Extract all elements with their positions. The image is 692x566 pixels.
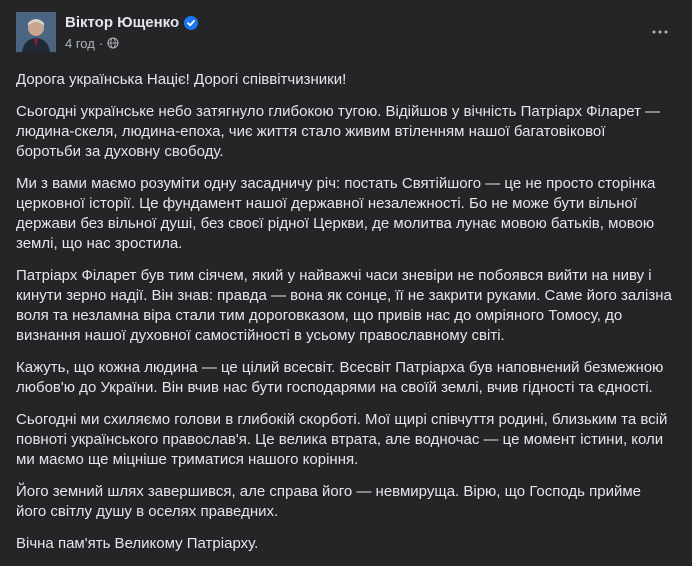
meta-separator: · xyxy=(98,35,104,51)
author-name[interactable]: Віктор Ющенко xyxy=(65,14,180,31)
post-paragraph: Його земний шлях завершився, але справа його — невмируща. Вірю, що Господь прийме його світлу душу в оселях праведних. xyxy=(16,483,642,520)
post-paragraph: Патріарх Філарет був тим сіячем, який у найважчі часи зневіри не побоявся вийти на ниву і кинути зерно надії. Він знав: правда — вона як сонце, її не закрити руками. Саме його залізна воля та незламна віра стали тим дороговказом, що привів нас до омріяного Томосу, до визнання нашої духовної самостійності в усьому православному світі. xyxy=(16,267,672,344)
post-paragraph: Кажуть, що кожна людина — це цілий всесвіт. Всесвіт Патріарха був наповнений безмежною любов'ю до України. Він вчив нас бути господарями на своїй землі, вчив гідності та єдності. xyxy=(16,359,664,396)
author-info xyxy=(65,13,198,52)
post-content xyxy=(16,70,676,566)
post-paragraph: Сьогодні ми схиляємо голови в глибокій скорботі. Мої щирі співчуття родині, близьким та всій повноті українського православ'я. Це велика втрата, але водночас — це момент істини, коли ми маємо ще міцніше триматися нашого коріння. xyxy=(16,411,668,468)
post-meta xyxy=(65,34,198,52)
author-line xyxy=(65,13,198,33)
verified-badge-icon xyxy=(184,16,198,30)
post-header xyxy=(16,12,676,60)
post-paragraph: Сьогодні українське небо затягнуло глибокою тугою. Відійшов у вічність Патріарх Філарет — людина-скеля, людина-епоха, чиє життя стало живим втіленням нашої багатовікової боротьби за духовну свободу. xyxy=(16,103,661,160)
post-paragraph: Ми з вами маємо розуміти одну засадничу річ: постать Святійшого — це не просто сторінка церковної історії. Це фундамент нашої державної незалежності. Бо не може бути вільної держави без вільної душі, без своєї рідної Церкви, де молитва лунає мовою батьків, мовою землі, що нас зростила. xyxy=(16,175,656,252)
avatar-portrait xyxy=(16,12,56,52)
post-time[interactable]: 4 год xyxy=(65,35,95,51)
author-avatar[interactable] xyxy=(16,12,56,52)
globe-icon[interactable] xyxy=(107,37,119,49)
more-options-button[interactable] xyxy=(644,18,676,42)
more-options-icon xyxy=(652,21,668,39)
post-paragraph: Вічна пам'ять Великому Патріарху. xyxy=(16,535,259,552)
post-paragraph: Дорога українська Націє! Дорогі співвітчизники! xyxy=(16,71,347,88)
